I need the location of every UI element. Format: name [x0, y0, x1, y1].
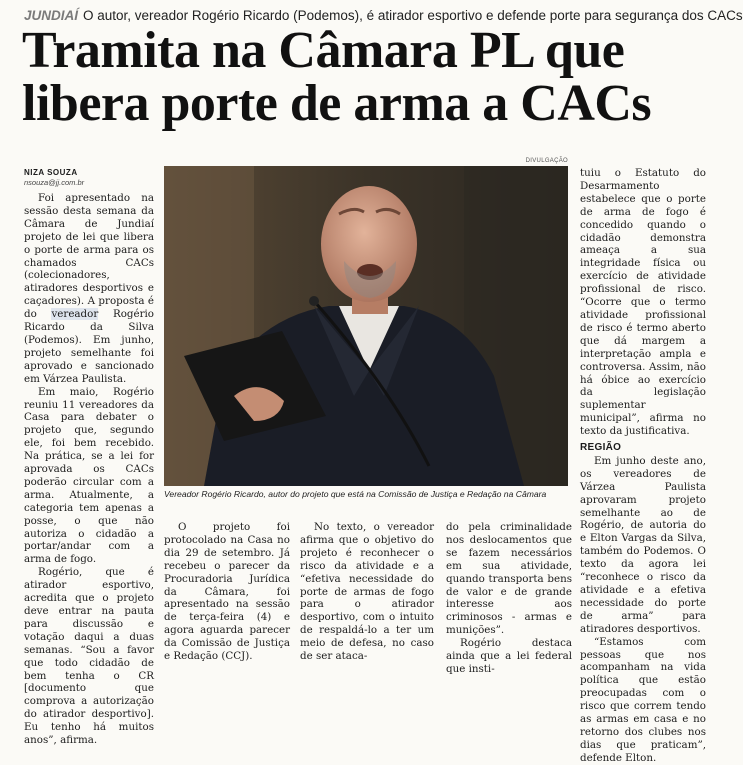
headline-line-1: Tramita na Câmara PL que: [22, 22, 625, 79]
paragraph: Foi apresentado na sessão desta semana da Câmara de Jundiaí projeto de lei que libera o porte de arma para os chamados CACs (colecionadores, atiradores desportivos e caçadores). A proposta é do vereador Rogério Ricardo da Silva (Podemos). Em junho, projeto semelhante foi aprovado e sancionado em Várzea Paulista.: [24, 192, 154, 385]
author-email: nsouza@jj.com.br: [24, 178, 85, 187]
paragraph: do pela criminalidade nos deslocamentos que se fazem necessários em sua atividade, quando transporta bens de valor e de grande interesse aos criminosos - armas e munições”.: [446, 521, 572, 637]
byline: [24, 168, 154, 187]
section-label: JUNDIAÍ: [24, 8, 79, 23]
paragraph: tuiu o Estatuto do Desarmamento estabelece que o porte de arma de fogo é concedido quando o cidadão demonstra ameaça a sua integridade física ou exercício de atividade profissional de risco. “Ocorre que o termo atividade profissional de risco é termo aberto que dá margem a interpretação ampla e controversa. Assim, não há óbice ao exercício da legislação suplementar municipal”, afirma no texto da justificativa.: [580, 167, 706, 438]
photo-credit: DIVULGAÇÃO: [525, 158, 568, 164]
paragraph: O projeto foi protocolado na Casa no dia 29 de setembro. Já recebeu o parecer da Procuradoria Jurídica da Câmara, foi apresentado na sessão de terça-feira (4) e agora aguarda parecer da Comissão de Justiça e Redação (CCJ).: [164, 521, 290, 663]
paragraph: Rogério, que é atirador esportivo, acredita que o projeto deve entrar na pauta para discussão e votação daqui a duas semanas. “Sou a favor que todo cidadão de bem tenha o CR [documento que comprova a autorização do atirador desportivo]. Eu tenho há muitos anos”, afirma.: [24, 566, 154, 747]
paragraph: “Estamos com pessoas que nos acompanham na vida política que estão preocupadas com o risco que correm tendo as armas em casa e no retorno dos clubes nos dias que praticam”, defende Elton.: [580, 635, 706, 764]
article-column-5: [580, 167, 706, 765]
article-photo: [164, 166, 568, 486]
kicker-text: O autor, vereador Rogério Ricardo (Podemos), é atirador esportivo e defende porte para segurança dos CACs: [83, 8, 743, 23]
paragraph: Rogério destaca ainda que a lei federal que insti-: [446, 637, 572, 675]
author-name: NIZA SOUZA: [24, 168, 78, 177]
paragraph: Em maio, Rogério reuniu 11 vereadores da Casa para debater o projeto que, segundo ele, foi bem recebido. Na prática, se a lei for aprovada os CACs poderão circular com a arma. Atualmente, a categoria tem apenas a posse, o que não autoriza o cidadão a portar/andar com a arma de fogo.: [24, 385, 154, 566]
article-column-3: [300, 521, 434, 663]
article-column-2: [164, 521, 290, 663]
paragraph: No texto, o vereador afirma que o objetivo do projeto é reconhecer o risco da atividade e a “efetiva necessidade do porte de armas de fogo para o atirador desportivo, com o intuito de respaldá-lo a ter um meio de defesa, no caso de ser ataca-: [300, 521, 434, 663]
subhead: REGIÃO: [580, 442, 622, 454]
kicker-line: [24, 8, 743, 23]
article-column-1: [24, 192, 154, 747]
headline-line-2: libera porte de arma a CACs: [22, 75, 652, 132]
highlighted-word: vereador: [51, 308, 99, 321]
photo-illustration: [164, 166, 568, 486]
article-column-4: [446, 521, 572, 676]
paragraph: Em junho deste ano, os vereadores de Várzea Paulista aprovaram projeto semelhante ao de Rogério, de autoria do e Elton Vargas da Silva, também do Podemos. O texto da agora lei “reconhece o risco da atividade e a efetiva necessidade do porte de arma” para atiradores desportivos.: [580, 454, 706, 635]
headline: [22, 24, 702, 130]
photo-caption: Vereador Rogério Ricardo, autor do projeto que está na Comissão de Justiça e Redação na Câmara: [164, 489, 547, 499]
